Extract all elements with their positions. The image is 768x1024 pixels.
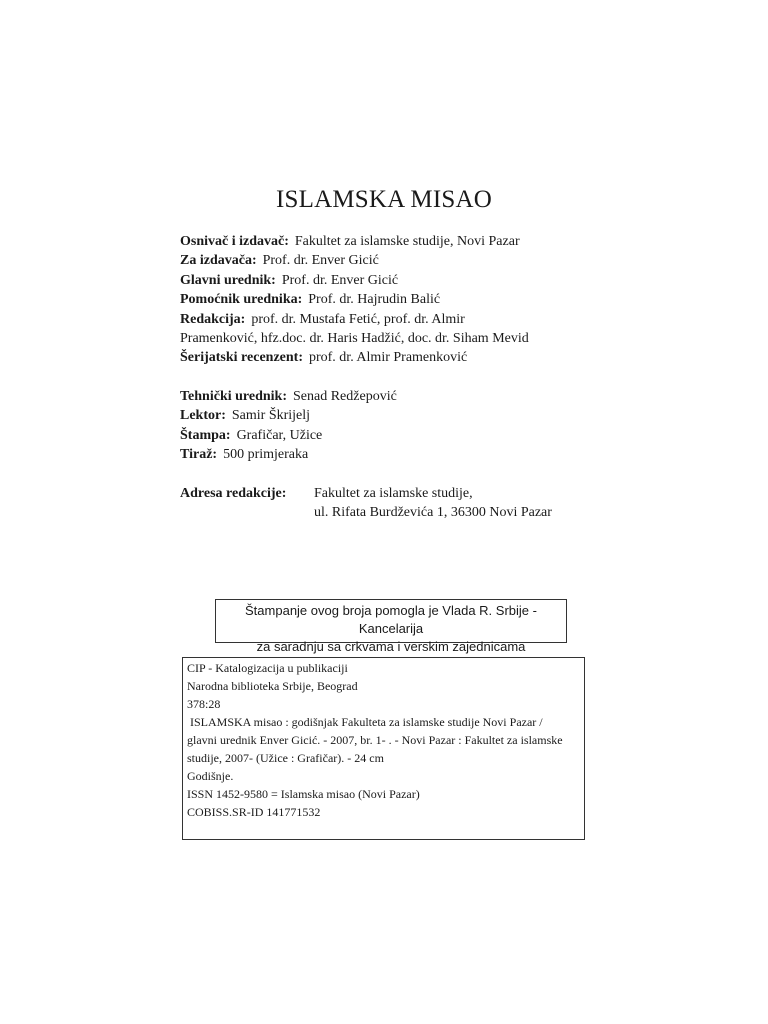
info-value: Fakultet za islamske studije, Novi Pazar bbox=[294, 234, 520, 249]
info-label: Glavni urednik: bbox=[180, 272, 276, 288]
info-value: Pramenković, hfz.doc. dr. Haris Hadžić, doc. dr. Siham Mevid bbox=[180, 330, 529, 346]
info-row-technical-editor bbox=[180, 387, 600, 406]
cip-line: studije, 2007- (Užice : Grafičar). - 24 cm bbox=[187, 751, 384, 765]
cip-line: CIP - Katalogizacija u publikaciji bbox=[187, 661, 348, 675]
cip-line: COBISS.SR-ID 141771532 bbox=[187, 805, 321, 819]
info-label: Za izdavača: bbox=[180, 253, 257, 269]
cip-line: ISSN 1452-9580 = Islamska misao (Novi Pazar) bbox=[187, 787, 420, 801]
info-row-founder bbox=[180, 232, 600, 251]
info-label: Pomoćnik urednika: bbox=[180, 292, 303, 308]
info-row-circulation bbox=[180, 445, 600, 464]
info-row-proofreader bbox=[180, 406, 600, 425]
info-value: prof. dr. Almir Pramenković bbox=[308, 350, 468, 366]
funding-notice-box bbox=[215, 599, 567, 654]
production-info bbox=[180, 387, 600, 465]
info-value: Grafičar, Užice bbox=[236, 427, 323, 443]
info-label: Redakcija: bbox=[180, 311, 246, 327]
info-label: Osnivač i izdavač: bbox=[180, 234, 289, 249]
info-row-assistant-editor bbox=[180, 290, 600, 309]
info-row-sharia-reviewer bbox=[180, 348, 600, 367]
info-row-editorial-board-cont bbox=[180, 329, 600, 348]
info-row-print bbox=[180, 426, 600, 445]
info-value: Prof. dr. Enver Gicić bbox=[262, 253, 379, 269]
info-row-editorial-board bbox=[180, 310, 600, 329]
address-value: ul. Rifata Burdževića 1, 36300 Novi Pazar bbox=[314, 505, 552, 521]
cip-record-box bbox=[182, 657, 585, 840]
journal-title: ISLAMSKA MISAO bbox=[275, 186, 493, 213]
cip-line: Godišnje. bbox=[187, 769, 234, 783]
cip-line: glavni urednik Enver Gicić. - 2007, br. 1- . - Novi Pazar : Fakultet za islamske bbox=[187, 733, 563, 747]
cip-line: 378:28 bbox=[187, 697, 221, 711]
address-line-1 bbox=[180, 484, 600, 503]
info-row-for-publisher bbox=[180, 251, 600, 270]
notice-line: za saradnju sa crkvama i verskim zajednicama bbox=[256, 639, 526, 654]
info-value: Samir Škrijelj bbox=[231, 408, 311, 424]
address-line-2 bbox=[180, 503, 600, 522]
info-value: Prof. dr. Hajrudin Balić bbox=[308, 292, 441, 308]
info-label: Šerijatski recenzent: bbox=[180, 350, 303, 366]
info-label: Lektor: bbox=[180, 408, 226, 424]
address-label: Adresa redakcije: bbox=[180, 486, 287, 501]
info-value: 500 primjeraka bbox=[223, 447, 309, 463]
info-value: prof. dr. Mustafa Fetić, prof. dr. Almir bbox=[251, 311, 465, 327]
cip-line: Narodna biblioteka Srbije, Beograd bbox=[187, 679, 358, 693]
cip-line: ISLAMSKA misao : godišnjak Fakulteta za islamske studije Novi Pazar / bbox=[187, 715, 543, 729]
editorial-info bbox=[180, 232, 600, 368]
address-value: Fakultet za islamske studije, bbox=[314, 486, 473, 501]
info-label: Štampa: bbox=[180, 427, 231, 443]
info-label: Tiraž: bbox=[180, 447, 218, 463]
info-value: Senad Redžepović bbox=[293, 389, 397, 404]
editorial-address bbox=[180, 484, 600, 523]
info-value: Prof. dr. Enver Gicić bbox=[281, 272, 399, 288]
info-label: Tehnički urednik: bbox=[180, 389, 287, 404]
info-row-editor-in-chief bbox=[180, 271, 600, 290]
notice-line: Štampanje ovog broja pomogla je Vlada R. Srbije - Kancelarija bbox=[245, 603, 537, 636]
